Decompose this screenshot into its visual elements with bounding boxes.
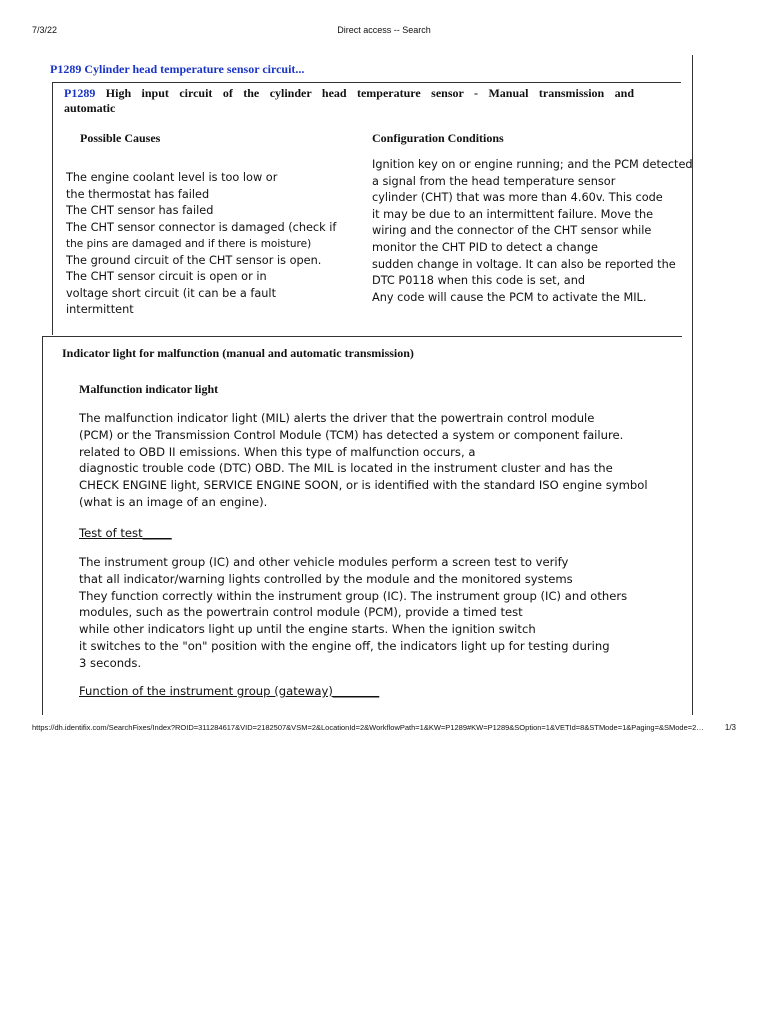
- indicator-section-title: Indicator light for malfunction (manual and automatic transmission): [62, 346, 414, 360]
- configuration-conditions-text: [372, 157, 693, 306]
- cause-line: The CHT sensor connector is damaged (check if: [66, 220, 337, 234]
- cause-line: the thermostat has failed: [66, 187, 210, 201]
- condition-line: sudden change in voltage. It can also be reported the: [372, 257, 676, 271]
- print-page-title: Direct access -- Search: [337, 25, 431, 35]
- paragraph-line: The malfunction indicator light (MIL) alerts the driver that the powertrain control module: [79, 411, 595, 425]
- paragraph-line: diagnostic trouble code (DTC) OBD. The MIL is located in the instrument cluster and has the: [79, 461, 613, 476]
- cause-line: The engine coolant level is too low or: [66, 171, 278, 184]
- test-paragraph: [79, 554, 679, 672]
- paragraph-line: (what is an image of an engine).: [79, 494, 268, 509]
- dtc-box-divider: [42, 336, 682, 337]
- dtc-description: High input circuit of the cylinder head temperature sensor - Manual transmission and: [105, 86, 635, 100]
- condition-line: wiring and the connector of the CHT sensor while: [372, 224, 652, 238]
- dtc-code: P1289: [64, 86, 96, 100]
- cause-line: The CHT sensor has failed: [66, 204, 214, 217]
- paragraph-line: The instrument group (IC) and other vehicle modules perform a screen test to verify: [79, 555, 569, 569]
- paragraph-line: while other indicators light up until the engine starts. When the ignition switch: [79, 622, 536, 637]
- condition-line: DTC P0118 when this code is set, and: [372, 274, 586, 288]
- frame-right-border: [692, 55, 693, 715]
- paragraph-line: modules, such as the powertrain control module (PCM), provide a timed test: [79, 605, 523, 620]
- cause-line: the pins are damaged and if there is moisture): [66, 238, 312, 250]
- mil-paragraph: [79, 410, 679, 511]
- print-page-number: 1/3: [724, 723, 736, 732]
- possible-causes-list: [66, 170, 366, 319]
- mil-subtitle: Malfunction indicator light: [79, 382, 219, 396]
- document-heading[interactable]: P1289 Cylinder head temperature sensor circuit...: [50, 62, 305, 76]
- dtc-title: [64, 86, 634, 101]
- condition-line: Any code will cause the PCM to activate the MIL.: [372, 290, 647, 304]
- cause-line: voltage short circuit (it can be a fault: [66, 286, 277, 300]
- paragraph-line: CHECK ENGINE light, SERVICE ENGINE SOON, or is identified with the standard ISO engine symbol: [79, 478, 648, 493]
- condition-line: monitor the CHT PID to detect a change: [372, 240, 598, 254]
- function-heading: Function of the instrument group (gateway)________: [79, 684, 380, 698]
- paragraph-line: They function correctly within the instrument group (IC). The instrument group (IC) and others: [79, 588, 628, 603]
- configuration-conditions-heading: Configuration Conditions: [372, 131, 504, 145]
- paragraph-line: related to OBD II emissions. When this type of malfunction occurs, a: [79, 444, 476, 459]
- condition-line: cylinder (CHT) that was more than 4.60v. This code: [372, 191, 663, 205]
- dtc-title-continuation: automatic: [64, 101, 116, 115]
- cause-line: The ground circuit of the CHT sensor is open.: [66, 253, 322, 267]
- condition-line: it may be due to an intermittent failure. Move the: [372, 207, 654, 221]
- cause-line: The CHT sensor circuit is open or in: [66, 270, 267, 283]
- paragraph-line: that all indicator/warning lights controlled by the module and the monitored systems: [79, 571, 573, 586]
- paragraph-line: (PCM) or the Transmission Control Module (TCM) has detected a system or component failure.: [79, 427, 624, 442]
- possible-causes-heading: Possible Causes: [80, 131, 161, 145]
- paragraph-line: it switches to the "on" position with the engine off, the indicators light up for testing during: [79, 638, 610, 653]
- condition-line: Ignition key on or engine running; and the PCM detected: [372, 158, 693, 171]
- paragraph-line: 3 seconds.: [79, 655, 142, 670]
- cause-line: intermittent: [66, 303, 134, 316]
- indicator-section-border: [42, 337, 43, 715]
- print-date: 7/3/22: [32, 25, 58, 35]
- test-heading: Test of test_____: [79, 526, 172, 540]
- condition-line: a signal from the head temperature sensor: [372, 174, 616, 188]
- print-url: https://dh.identifix.com/SearchFixes/Index?ROID=311284617&VID=2182507&VSM=2&LocationId=2&WorkflowPath=1&KW=P1289#KW=P1289&SOption=1&VETId=8&STMode=1&Paging=&SMode=2…: [32, 723, 704, 732]
